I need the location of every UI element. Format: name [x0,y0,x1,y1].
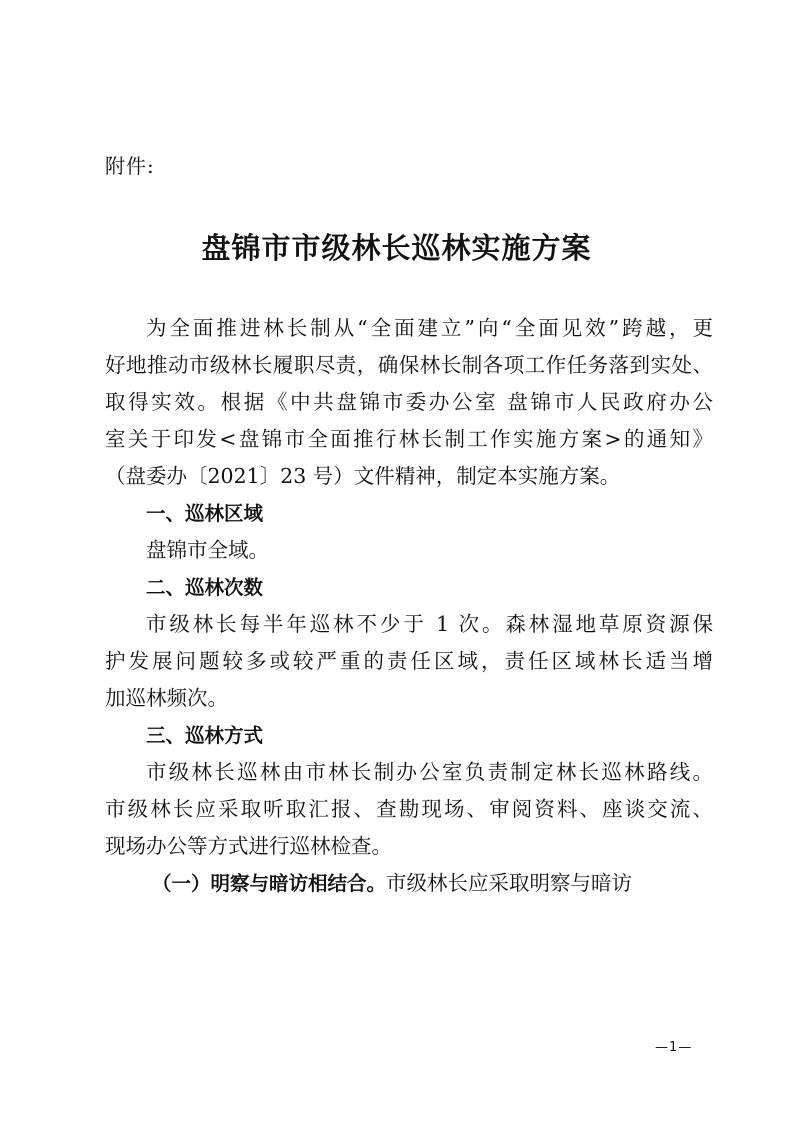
intro-line-1: 为全面推进林长制从“全面建立”向“全面见效”跨越，更 [146,316,713,340]
document-title: 盘锦市市级林长巡林实施方案 [201,231,592,265]
subsection-1-line [105,865,713,902]
section-2-heading: 二、巡林次数 [146,576,264,599]
document-body [105,310,713,902]
section-3-line-1: 市级林长巡林由市林长制办公室负责制定林长巡林路线。 [146,760,713,784]
section-3-line-2: 市级林长应采取听取汇报、查勘现场、审阅资料、座谈交流、 [105,797,713,821]
section-2-line-1: 市级林长每半年巡林不少于 1 次。森林湿地草原资源保 [146,612,713,636]
subsection-1-text: 市级林长应采取明察与暗访 [386,871,633,895]
intro-line-4: 室关于印发<盘锦市全面推行林长制工作实施方案>的通知》 [105,427,713,451]
section-3-heading: 三、巡林方式 [146,724,264,747]
intro-line-2: 好地推动市级林长履职尽责，确保林长制各项工作任务落到实处、 [105,353,713,377]
intro-line-3: 取得实效。根据《中共盘锦市委办公室 盘锦市人民政府办公 [105,390,713,414]
section-1-line-1: 盘锦市全域。 [146,538,269,562]
section-2-line-2: 护发展问题较多或较严重的责任区域，责任区域林长适当增 [105,649,713,673]
intro-line-5: （盘委办〔2021〕23 号）文件精神，制定本实施方案。 [105,464,621,488]
subsection-1-lead: （一）明察与暗访相结合。 [152,872,387,895]
section-2-line-3: 加巡林频次。 [105,686,228,710]
section-3-line-3: 现场办公等方式进行巡林检查。 [105,834,392,858]
section-1-heading: 一、巡林区域 [146,502,264,525]
attachment-label: 附件: [105,154,155,178]
page-number: —1— [655,1040,693,1055]
